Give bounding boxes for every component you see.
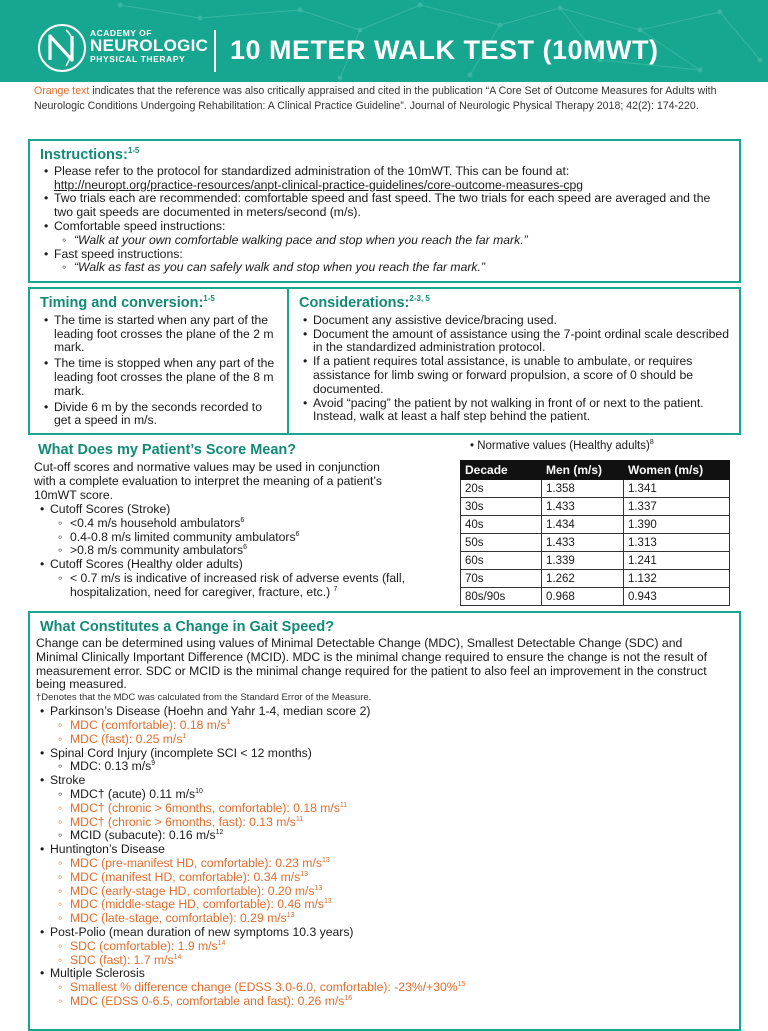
instructions-item: • Please refer to the protocol for standardized administration of the 10mWT. This can be found at: http://neuropt.org/practice-resources/anpt-clinical-practice-guidelines/core-outcome-measures-cpg [40,165,731,193]
change-value-item: ◦ MDC (manifest HD, comfortable): 0.34 $m/s^{13}$ [36,871,731,885]
table-row [461,480,730,498]
change-value-item: ◦ MDC (fast): 0.25 $m/s^1$ [36,733,731,747]
table-cell: 1.241 [623,552,729,570]
table-cell: 50s [461,534,542,552]
table-cell: 1.262 [542,570,624,588]
norm-header-row [461,461,730,480]
timing-box [28,287,289,435]
table-cell: 0.968 [542,588,624,606]
header-banner [0,0,768,82]
timing-item: • The time is started when any part of the leading foot crosses the plane of the 2 m mark. [40,314,277,355]
intro-orange-lead: Orange text [34,85,90,97]
condition-item: • Parkinson’s Disease (Hoehn and Yahr 1-4, median score 2) [36,705,731,719]
table-cell: 1.390 [623,516,729,534]
table-cell: 1.339 [542,552,624,570]
intro-journal: Journal of Neurologic Physical Therapy [409,99,594,112]
norm-header-cell: Women (m/s) [623,461,729,480]
change-value-item: ◦ MDC (pre-manifest HD, comfortable): 0.23 $m/s^{13}$ [36,857,731,871]
cutoff-item: ◦ < 0.7 m/s is indicative of increased risk of adverse events (fall, hospitalization, need for caregiver, fracture, etc.) $^7$ [36,572,456,600]
instructions-quote: ◦ “Walk at your own comfortable walking pace and stop when you reach the far mark.” [40,234,731,248]
change-box [28,611,741,1031]
table-cell: 1.341 [623,480,729,498]
intro-text [34,84,734,113]
table-cell: 1.433 [542,498,624,516]
change-title: What Constitutes a Change in Gait Speed? [40,619,335,635]
considerations-item: • Document any assistive device/bracing used. [299,314,731,328]
change-value-item: ◦ MDC (middle-stage HD, comfortable): 0.46 $m/s^{13}$ [36,898,731,912]
logo-line-3: PHYSICAL THERAPY [90,54,186,64]
change-value-item: ◦ MDC† (chronic > 6months, comfortable): 0.18 $m/s^{11}$ [36,802,731,816]
considerations-title: Considerations:$^{2-3, 5}$ [299,294,430,311]
table-row [461,588,730,606]
table-row [461,570,730,588]
logo-line-2: NEUROLOGIC [90,36,209,55]
table-row [461,534,730,552]
timing-item: • The time is stopped when any part of the leading foot crosses the plane of the 8 m mark. [40,357,277,398]
cutoff-item: ◦ <0.4 m/s household ambulators$^6$ [36,517,456,531]
table-cell: 0.943 [623,588,729,606]
condition-item: • Multiple Sclerosis [36,967,731,981]
table-cell: 1.337 [623,498,729,516]
intro-rest: indicates that the reference was also critically appraised and cited in the publication “A Core Set of Outcome Measures for Adults with Neurologic Conditions Undergoing Rehabilitation: A Clinical Practice Guideline”. [34,85,717,112]
change-value-item: ◦ MCID (subacute): 0.16 $m/s^{12}$ [36,829,731,843]
considerations-item: • Avoid “pacing” the patient by not walking in front of or next to the patient. Instead, walk at least a half step behind the patient. [299,397,731,425]
norm-table [460,460,730,606]
table-cell: 20s [461,480,542,498]
condition-item: • Spinal Cord Injury (incomplete SCI < 12 months) [36,747,731,761]
anpt-logo-icon [36,22,88,74]
change-value-item: ◦ MDC (early-stage HD, comfortable): 0.20 $m/s^{13}$ [36,885,731,899]
change-note: †Denotes that the MDC was calculated from the Standard Error of the Measure. [36,692,372,704]
table-cell: 80s/90s [461,588,542,606]
change-value-item: ◦ MDC† (chronic > 6months, fast): 0.13 $m/s^{11}$ [36,816,731,830]
cutoff-item: ◦ 0.4-0.8 m/s limited community ambulators$^6$ [36,531,456,545]
instructions-item: • Fast speed instructions: [40,248,731,262]
change-paragraph: Change can be determined using values of Minimal Detectable Change (MDC), Smallest Detectable Change (SDC) and Minimal Clinically Important Difference (MCID). MDC is the minimal change required to ensure the change is not the result of measurement error. SDC or MCID is the minimal change required for the patient to also feel an improvement in the construct being measured. [36,636,708,692]
instructions-item: • Two trials each are recommended: comfortable speed and fast speed. The two trials for each speed are averaged and the two gait speeds are documented in meters/second (m/s). [40,192,731,220]
norm-header-cell: Men (m/s) [542,461,624,480]
considerations-item: • If a patient requires total assistance, is unable to ambulate, or requires assistance for limb swing or forward propulsion, a score of 0 should be documented. [299,355,731,396]
instructions-box [28,139,741,283]
page-title: 10 METER WALK TEST (10MWT) [230,35,659,65]
table-cell: 1.132 [623,570,729,588]
cutoff-stroke-item: • Cutoff Scores (Stroke) [36,503,456,517]
cutoff-item: ◦ >0.8 m/s community ambulators$^6$ [36,544,456,558]
timing-title: Timing and conversion:$^{1-5}$ [40,294,215,311]
table-cell: 70s [461,570,542,588]
instructions-title: Instructions:$^{1-5}$ [40,146,140,163]
logo-line-1: ACADEMY OF [90,28,152,38]
table-cell: 60s [461,552,542,570]
score-paragraph: Cut-off scores and normative values may be used in conjunction with a complete evaluation to interpret the meaning of a patient’s 10mWT score. [34,460,383,502]
table-cell: 1.358 [542,480,624,498]
change-value-item: ◦ MDC: 0.13 $m/s^9$ [36,760,731,774]
table-cell: 30s [461,498,542,516]
considerations-box [287,287,741,435]
change-value-item: ◦ SDC (comfortable): 1.9 $m/s^{14}$ [36,940,731,954]
cutoff-older-item: • Cutoff Scores (Healthy older adults) [36,558,456,572]
table-row [461,516,730,534]
table-cell: 1.434 [542,516,624,534]
table-row [461,552,730,570]
considerations-item: • Document the amount of assistance using the 7-point ordinal scale described in the standardized administration protocol. [299,328,731,356]
table-cell: 1.313 [623,534,729,552]
score-section [38,442,452,458]
change-value-item: ◦ MDC (late-stage, comfortable): 0.29 $m/s^{13}$ [36,912,731,926]
table-row [461,498,730,516]
table-cell: 40s [461,516,542,534]
change-value-item: ◦ SDC (fast): 1.7 $m/s^{14}$ [36,954,731,968]
protocol-link[interactable]: http://neuropt.org/practice-resources/anpt-clinical-practice-guidelines/core-outcome-measures-cpg [54,177,584,192]
table-cell: 1.433 [542,534,624,552]
timing-item: • Divide 6 m by the seconds recorded to get a speed in m/s. [40,401,277,429]
change-value-item: ◦ MDC† (acute) 0.11 $m/s^{10}$ [36,788,731,802]
instructions-item: • Comfortable speed instructions: [40,220,731,234]
norm-header-cell: Decade [461,461,542,480]
condition-item: • Post-Polio (mean duration of new symptoms 10.3 years) [36,926,731,940]
intro-citation: 2018; 42(2): 174-220. [593,99,699,112]
header-divider [214,30,216,72]
score-title: What Does my Patient’s Score Mean? [38,442,297,458]
change-value-item: ◦ MDC (EDSS 0-6.5, comfortable and fast): 0.26 $m/s^{16}$ [36,995,731,1009]
condition-item: • Stroke [36,774,731,788]
instructions-quote: ◦ “Walk as fast as you can safely walk and stop when you reach the far mark.” [40,261,731,275]
change-value-item: ◦ MDC (comfortable): 0.18 $m/s^1$ [36,719,731,733]
logo-wordmark [90,28,208,64]
norm-label: • Normative values (Healthy adults)$^8$ [470,439,654,452]
change-value-item: ◦ Smallest % difference change (EDSS 3.0-6.0, comfortable): -23%/+30%$^{15}$ [36,981,731,995]
condition-item: • Huntington’s Disease [36,843,731,857]
